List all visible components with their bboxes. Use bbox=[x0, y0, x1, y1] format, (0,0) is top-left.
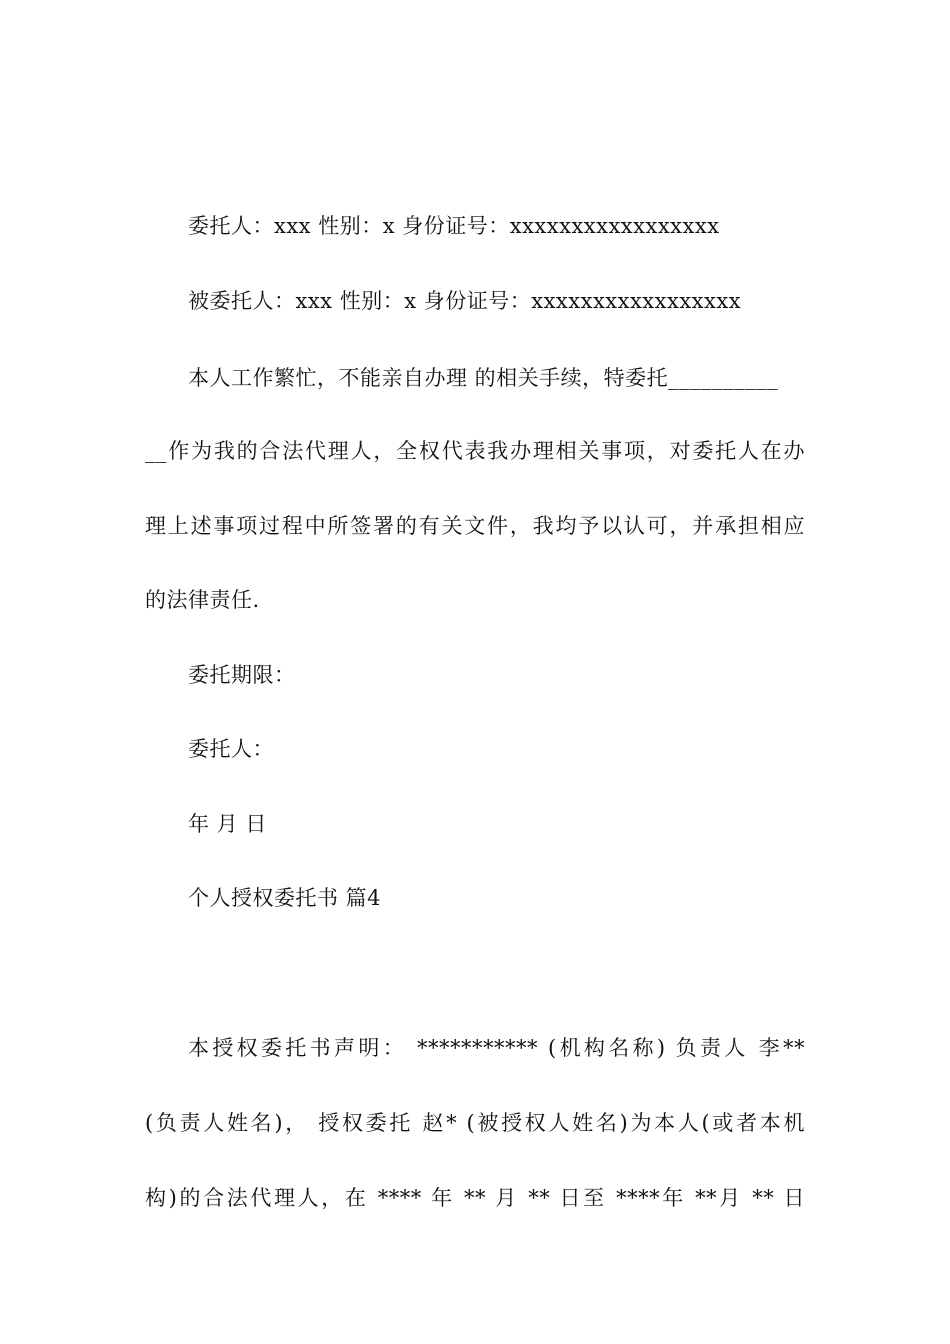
declaration-line-1: 本授权委托书声明： *********** (机构名称) 负责人 李** bbox=[188, 1036, 805, 1060]
principal-signature-label: 委托人： bbox=[188, 737, 274, 761]
body-paragraph-line-3: 理上述事项过程中所签署的有关文件，我均予以认可，并承担相应 bbox=[145, 514, 805, 538]
agent-line: 被委托人：xxx 性别：x 身份证号：xxxxxxxxxxxxxxxxx bbox=[188, 289, 742, 313]
declaration-line-2: (负责人姓名)， 授权委托 赵* (被授权人姓名)为本人(或者本机 bbox=[145, 1111, 805, 1135]
declaration-line-3: 构)的合法代理人，在 **** 年 ** 月 ** 日至 ****年 **月 ** 日 bbox=[145, 1186, 805, 1210]
section-heading: 个人授权委托书 篇4 bbox=[188, 886, 382, 910]
term-label: 委托期限： bbox=[188, 663, 296, 687]
body-paragraph-line-2: __作为我的合法代理人，全权代表我办理相关事项，对委托人在办 bbox=[145, 439, 805, 463]
principal-line: 委托人：xxx 性别：x 身份证号：xxxxxxxxxxxxxxxxx bbox=[188, 214, 720, 238]
body-paragraph-line-1: 本人工作繁忙，不能亲自办理 的相关手续，特委托__________ bbox=[188, 366, 779, 390]
body-paragraph-line-4: 的法律责任. bbox=[145, 588, 260, 612]
date-line: 年 月 日 bbox=[188, 812, 267, 836]
